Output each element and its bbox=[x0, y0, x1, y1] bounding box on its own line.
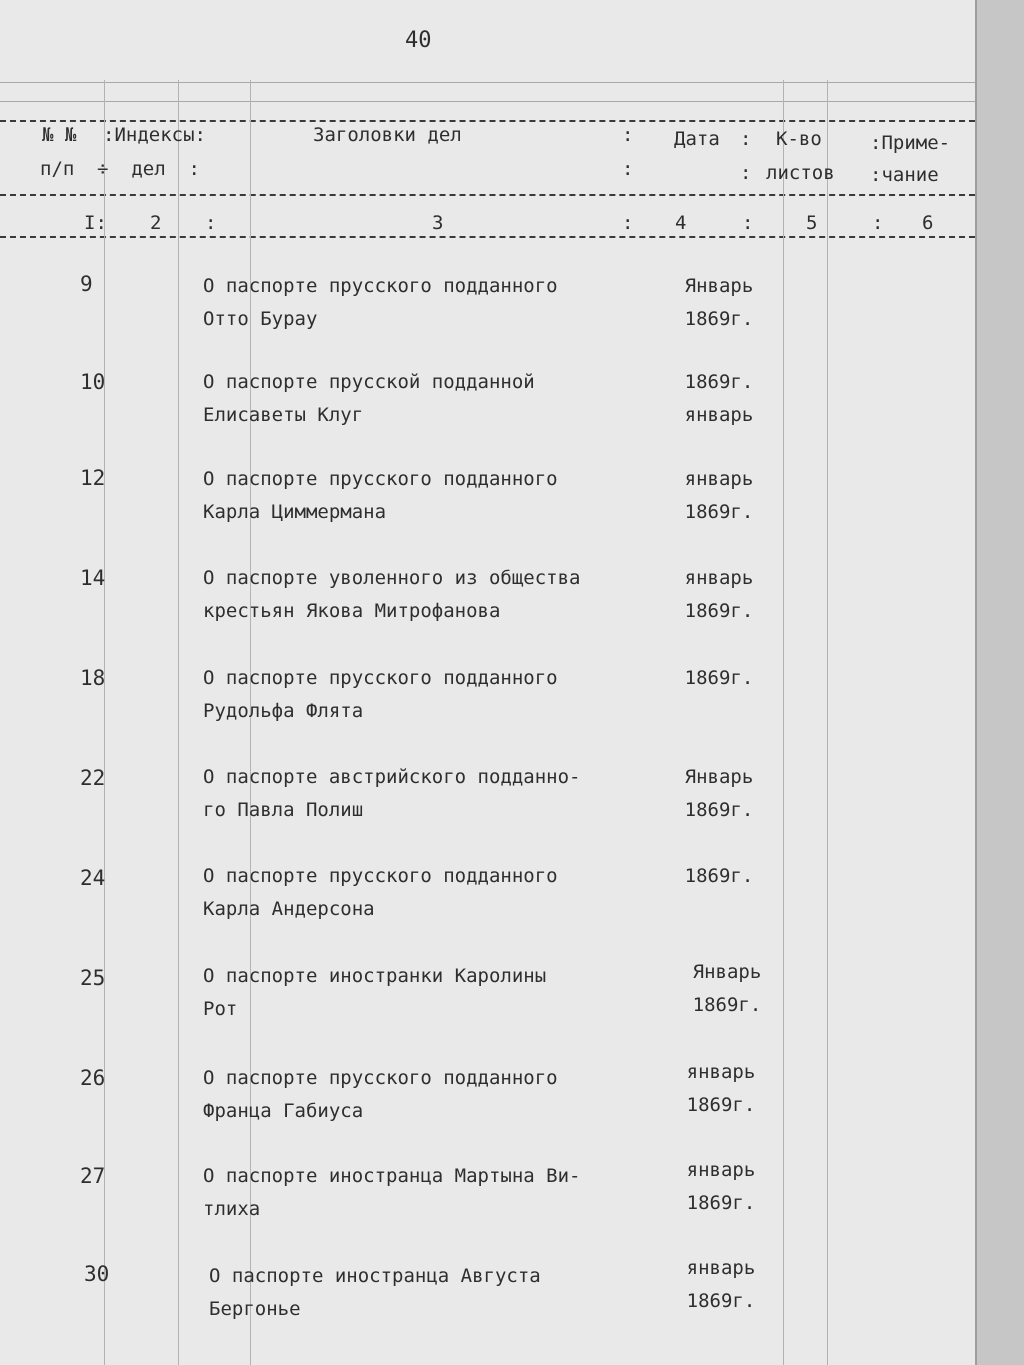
row-title-line2: Елисаветы Клуг bbox=[203, 404, 364, 426]
row-date-line1: Январь bbox=[684, 275, 754, 297]
row-number: 24 bbox=[80, 866, 106, 890]
row-date-line2: 1869г. bbox=[684, 308, 754, 330]
row-title-line2: Бергонье bbox=[209, 1298, 301, 1320]
header-sep: : bbox=[622, 158, 634, 180]
row-number: 18 bbox=[80, 666, 106, 690]
row-title bbox=[203, 366, 673, 432]
row-title-line2: Карла Андерсона bbox=[203, 898, 375, 920]
row-title bbox=[203, 1160, 673, 1226]
header-sep: : bbox=[740, 162, 752, 184]
row-date-line2: 1869г. bbox=[684, 501, 754, 523]
column-number-2: 2 bbox=[150, 212, 162, 234]
row-title-line2: Рот bbox=[203, 998, 238, 1020]
row-date-line1: январь bbox=[686, 1257, 756, 1279]
row-title-line1: О паспорте прусского подданного bbox=[203, 865, 558, 887]
column-number-4: 4 bbox=[675, 212, 687, 234]
row-date bbox=[664, 270, 774, 336]
header-col4: Дата bbox=[674, 128, 720, 150]
header-sep: : bbox=[205, 212, 217, 234]
header-sep: : bbox=[622, 124, 634, 146]
header-col1-line2: п/п bbox=[40, 158, 75, 180]
row-date bbox=[666, 1154, 776, 1220]
row-number: 9 bbox=[80, 272, 93, 296]
column-line bbox=[783, 80, 784, 1365]
header-col2-line2: ÷ дел : bbox=[97, 158, 200, 180]
row-date bbox=[666, 1252, 776, 1318]
row-title-line1: О паспорте иностранца Мартына Ви- bbox=[203, 1165, 581, 1187]
header-rule-middle bbox=[0, 194, 975, 196]
row-number: 14 bbox=[80, 566, 106, 590]
column-line bbox=[827, 80, 828, 1365]
row-title bbox=[203, 463, 673, 529]
header-rule-top bbox=[0, 120, 975, 122]
row-number: 25 bbox=[80, 966, 106, 990]
row-title-line1: О паспорте прусского подданного bbox=[203, 1067, 558, 1089]
row-date-line2: 1869г. bbox=[684, 600, 754, 622]
row-date-line2: 1869г. bbox=[686, 1192, 756, 1214]
header-col5-line1: К-во bbox=[776, 128, 822, 150]
row-title bbox=[203, 662, 673, 728]
header-col6-line1: :Приме- bbox=[870, 132, 951, 154]
header-sep: : bbox=[740, 128, 752, 150]
row-number: 12 bbox=[80, 466, 106, 490]
row-date-line1: январь bbox=[686, 1061, 756, 1083]
row-title-line1: О паспорте прусского подданного bbox=[203, 275, 558, 297]
row-title-line2: Рудольфа Флята bbox=[203, 700, 364, 722]
row-title bbox=[203, 960, 673, 1026]
row-title-line2: го Павла Полиш bbox=[203, 799, 364, 821]
row-title bbox=[203, 860, 673, 926]
row-title-line2: Карла Циммермана bbox=[203, 501, 387, 523]
row-date-line2: 1869г. bbox=[692, 994, 762, 1016]
row-date bbox=[664, 463, 774, 529]
row-date-line2: январь bbox=[684, 404, 754, 426]
column-number-6: 6 bbox=[922, 212, 934, 234]
row-title-line1: О паспорте прусского подданного bbox=[203, 667, 558, 689]
row-number: 22 bbox=[80, 766, 106, 790]
row-title-line1: О паспорте прусского подданного bbox=[203, 468, 558, 490]
row-number: 27 bbox=[80, 1164, 106, 1188]
row-title-line2: Франца Габиуса bbox=[203, 1100, 364, 1122]
row-date-line1: январь bbox=[686, 1159, 756, 1181]
row-date-line1: 1869г. bbox=[684, 371, 754, 393]
row-number: 30 bbox=[84, 1262, 110, 1286]
row-date-line2: 1869г. bbox=[686, 1290, 756, 1312]
row-date-line1: 1869г. bbox=[684, 667, 754, 689]
row-date bbox=[664, 562, 774, 628]
row-title-line2: крестьян Якова Митрофанова bbox=[203, 600, 501, 622]
row-title-line2: тлиха bbox=[203, 1198, 261, 1220]
row-date-line2: 1869г. bbox=[684, 799, 754, 821]
row-title-line1: О паспорте прусской подданной bbox=[203, 371, 535, 393]
page-edge bbox=[975, 0, 1024, 1365]
row-title-line1: О паспорте уволенного из общества bbox=[203, 567, 581, 589]
row-date bbox=[666, 1056, 776, 1122]
column-number-1: I: bbox=[84, 212, 107, 234]
header-col1-line1: № № bbox=[42, 124, 77, 146]
column-number-5: 5 bbox=[806, 212, 818, 234]
row-date-line1: январь bbox=[684, 567, 754, 589]
row-date bbox=[664, 662, 774, 695]
row-date-line1: Январь bbox=[684, 766, 754, 788]
header-rule-bottom bbox=[0, 236, 975, 238]
row-title-line1: О паспорте иностранки Каролины bbox=[203, 965, 547, 987]
column-number-3: 3 bbox=[432, 212, 444, 234]
row-date bbox=[664, 860, 774, 893]
row-date-line1: январь bbox=[684, 468, 754, 490]
row-date bbox=[672, 956, 782, 1022]
header-sep: : bbox=[742, 212, 754, 234]
row-date-line2: 1869г. bbox=[686, 1094, 756, 1116]
header-col5-line2: листов bbox=[766, 162, 835, 184]
row-title bbox=[203, 562, 673, 628]
header-sep: : bbox=[872, 212, 884, 234]
header-sep: : bbox=[622, 212, 634, 234]
row-date bbox=[664, 366, 774, 432]
faint-rule bbox=[0, 101, 975, 102]
column-line bbox=[178, 80, 179, 1365]
row-date-line1: Январь bbox=[692, 961, 762, 983]
row-number: 26 bbox=[80, 1066, 106, 1090]
row-title bbox=[203, 1062, 673, 1128]
row-title bbox=[203, 270, 673, 336]
row-number: 10 bbox=[80, 370, 106, 394]
faint-rule bbox=[0, 82, 975, 83]
row-date-line1: 1869г. bbox=[684, 865, 754, 887]
row-date bbox=[664, 761, 774, 827]
row-title-line2: Отто Бурау bbox=[203, 308, 318, 330]
header-col6-line2: :чание bbox=[870, 164, 939, 186]
row-title bbox=[209, 1260, 679, 1326]
page-number: 40 bbox=[405, 28, 432, 53]
row-title-line1: О паспорте иностранца Августа bbox=[209, 1265, 541, 1287]
row-title bbox=[203, 761, 673, 827]
row-title-line1: О паспорте австрийского подданно- bbox=[203, 766, 581, 788]
header-col2-line1: :Индексы: bbox=[103, 124, 206, 146]
header-col3: Заголовки дел bbox=[313, 124, 462, 146]
